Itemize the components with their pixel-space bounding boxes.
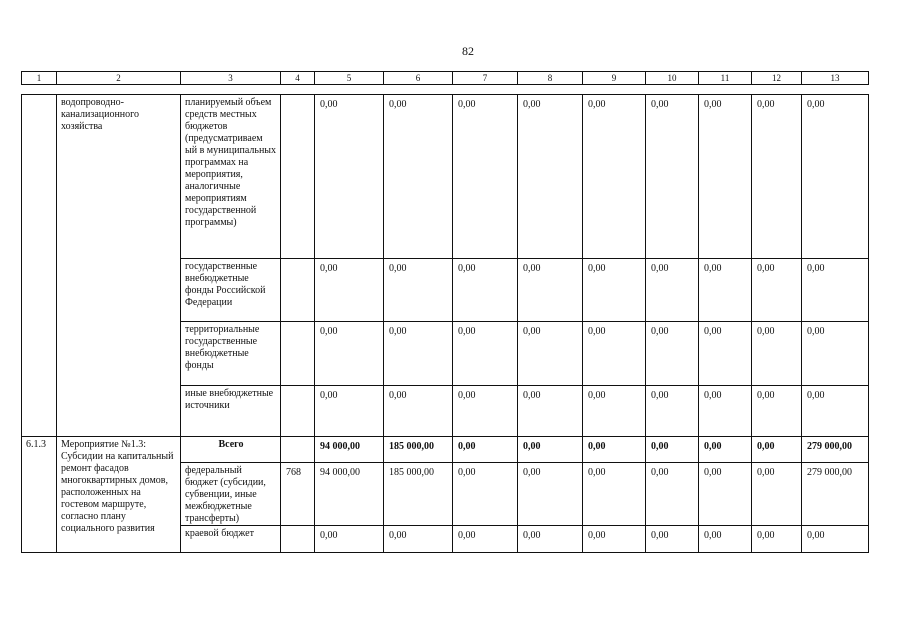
value-cell: 0,00	[518, 526, 583, 553]
value-cell: 0,00	[583, 386, 646, 437]
value-cell: 0,00	[518, 437, 583, 463]
funding-source-cell: планируемый объем средств местных бюджетов (предусматриваем ый в муниципальных программах на мероприятия, аналогичные мероприятиям государственной программы)	[181, 95, 281, 259]
value-cell: 0,00	[583, 463, 646, 526]
code-cell	[281, 386, 315, 437]
value-cell: 0,00	[646, 322, 699, 386]
value-cell: 94 000,00	[315, 437, 384, 463]
value-cell: 0,00	[315, 526, 384, 553]
value-cell: 0,00	[453, 95, 518, 259]
value-cell: 0,00	[646, 95, 699, 259]
value-cell: 0,00	[699, 95, 752, 259]
value-cell: 0,00	[518, 386, 583, 437]
header-col-7: 7	[453, 72, 518, 85]
value-cell: 0,00	[315, 386, 384, 437]
value-cell: 0,00	[752, 322, 802, 386]
header-col-12: 12	[752, 72, 802, 85]
value-cell: 0,00	[583, 526, 646, 553]
code-cell	[281, 259, 315, 322]
value-cell: 0,00	[315, 95, 384, 259]
value-cell: 0,00	[453, 526, 518, 553]
funding-source-cell: иные внебюджетные источники	[181, 386, 281, 437]
table-row	[22, 95, 869, 259]
value-cell: 0,00	[384, 259, 453, 322]
value-cell: 0,00	[752, 95, 802, 259]
value-cell: 0,00	[699, 386, 752, 437]
header-col-1: 1	[22, 72, 57, 85]
value-cell: 0,00	[802, 95, 869, 259]
value-cell: 0,00	[646, 386, 699, 437]
value-cell: 0,00	[646, 259, 699, 322]
value-cell: 0,00	[453, 386, 518, 437]
value-cell: 0,00	[453, 259, 518, 322]
value-cell: 0,00	[752, 386, 802, 437]
row-number-cell	[22, 95, 57, 437]
value-cell: 0,00	[646, 526, 699, 553]
header-col-6: 6	[384, 72, 453, 85]
value-cell: 0,00	[315, 322, 384, 386]
header-col-4: 4	[281, 72, 315, 85]
value-cell: 0,00	[384, 95, 453, 259]
code-cell	[281, 526, 315, 553]
budget-table	[21, 94, 869, 553]
value-cell: 0,00	[699, 526, 752, 553]
value-cell: 0,00	[518, 463, 583, 526]
funding-source-cell: государственные внебюджетные фонды Российской Федерации	[181, 259, 281, 322]
value-cell: 0,00	[453, 437, 518, 463]
value-cell: 0,00	[583, 322, 646, 386]
value-cell: 0,00	[315, 259, 384, 322]
header-col-8: 8	[518, 72, 583, 85]
value-cell: 0,00	[699, 437, 752, 463]
header-col-2: 2	[57, 72, 181, 85]
value-cell: 0,00	[752, 463, 802, 526]
header-col-9: 9	[583, 72, 646, 85]
value-cell: 185 000,00	[384, 463, 453, 526]
value-cell: 0,00	[752, 437, 802, 463]
value-cell: 94 000,00	[315, 463, 384, 526]
measure-name-cell: Мероприятие №1.3: Субсидии на капитальный ремонт фасадов многоквартирных домов, расположенных на гостевом маршруте, согласно плану социального развития	[57, 437, 181, 553]
table-row-total	[22, 437, 869, 463]
value-cell: 0,00	[699, 259, 752, 322]
header-col-5: 5	[315, 72, 384, 85]
value-cell: 0,00	[646, 463, 699, 526]
value-cell: 0,00	[453, 322, 518, 386]
value-cell: 0,00	[583, 95, 646, 259]
code-cell: 768	[281, 463, 315, 526]
header-col-13: 13	[802, 72, 869, 85]
value-cell: 0,00	[583, 259, 646, 322]
value-cell: 279 000,00	[802, 463, 869, 526]
funding-source-cell: федеральный бюджет (субсидии, субвенции, иные межбюджетные трансферты)	[181, 463, 281, 526]
value-cell: 279 000,00	[802, 437, 869, 463]
code-cell	[281, 322, 315, 386]
value-cell: 0,00	[802, 322, 869, 386]
value-cell: 0,00	[802, 386, 869, 437]
value-cell: 0,00	[518, 322, 583, 386]
funding-source-cell: Всего	[181, 437, 281, 463]
value-cell: 0,00	[384, 526, 453, 553]
value-cell: 0,00	[453, 463, 518, 526]
value-cell: 185 000,00	[384, 437, 453, 463]
row-number-cell: 6.1.3	[22, 437, 57, 553]
code-cell	[281, 437, 315, 463]
value-cell: 0,00	[752, 526, 802, 553]
code-cell	[281, 95, 315, 259]
value-cell: 0,00	[583, 437, 646, 463]
funding-source-cell: территориальные государственные внебюджетные фонды	[181, 322, 281, 386]
value-cell: 0,00	[646, 437, 699, 463]
value-cell: 0,00	[699, 463, 752, 526]
header-col-3: 3	[181, 72, 281, 85]
column-number-header	[21, 71, 869, 85]
measure-name-cell: водопроводно-канализационного хозяйства	[57, 95, 181, 437]
value-cell: 0,00	[384, 386, 453, 437]
page-number: 82	[462, 44, 474, 58]
value-cell: 0,00	[802, 526, 869, 553]
value-cell: 0,00	[802, 259, 869, 322]
value-cell: 0,00	[518, 259, 583, 322]
value-cell: 0,00	[384, 322, 453, 386]
value-cell: 0,00	[699, 322, 752, 386]
funding-source-cell: краевой бюджет	[181, 526, 281, 553]
header-col-10: 10	[646, 72, 699, 85]
header-col-11: 11	[699, 72, 752, 85]
value-cell: 0,00	[752, 259, 802, 322]
value-cell: 0,00	[518, 95, 583, 259]
